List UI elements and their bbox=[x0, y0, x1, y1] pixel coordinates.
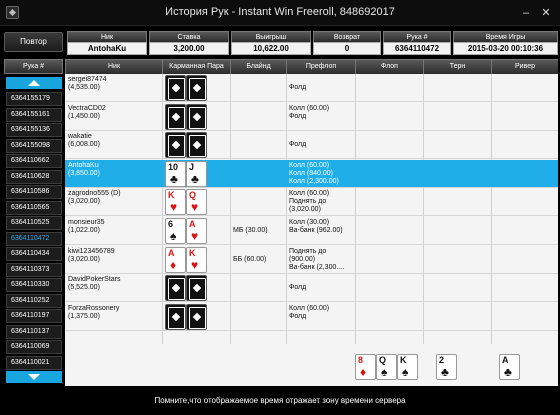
table-row[interactable] bbox=[65, 160, 558, 188]
hand-number-header: Рука # bbox=[4, 59, 63, 74]
scroll-up-button[interactable] bbox=[6, 77, 62, 89]
playing-card bbox=[186, 218, 207, 244]
player-stack: (6,008.00) bbox=[68, 141, 100, 149]
preflop-cell bbox=[286, 217, 355, 245]
hand-list-item[interactable]: 6364110565 bbox=[6, 201, 62, 215]
preflop-action: Колл (30.00) bbox=[289, 219, 330, 226]
hand-list-item[interactable]: 6364155098 bbox=[6, 139, 62, 153]
hole-cards bbox=[165, 132, 207, 158]
blind-cell bbox=[230, 103, 286, 131]
hand-list-item[interactable]: 6364110662 bbox=[6, 154, 62, 168]
summary-0 bbox=[67, 31, 147, 56]
preflop-action: Фолд bbox=[289, 284, 307, 292]
player-name: monsieur35 bbox=[68, 219, 105, 226]
minimize-button[interactable]: – bbox=[522, 7, 530, 19]
preflop-action: Колл (60.00) bbox=[289, 161, 330, 169]
card-suit-icon: ♠ bbox=[381, 365, 388, 379]
preflop-action: (900.00) bbox=[289, 255, 316, 263]
card-back bbox=[165, 275, 186, 301]
card-rank: A bbox=[168, 247, 175, 258]
preflop-action: Колл (840.00) bbox=[289, 169, 334, 177]
table-row[interactable] bbox=[65, 74, 558, 102]
card-rank: K bbox=[400, 355, 407, 365]
hand-list-item[interactable]: 6364155136 bbox=[6, 123, 62, 137]
hand-list-item[interactable]: 6364110330 bbox=[6, 278, 62, 292]
river-card bbox=[499, 354, 520, 380]
player-name: zagrodno555 (D) bbox=[68, 190, 121, 198]
player-name: sergei87474 bbox=[68, 76, 107, 83]
player-cell bbox=[65, 103, 162, 131]
summary-label: Выигрыш bbox=[231, 31, 311, 42]
table-row[interactable] bbox=[65, 303, 558, 331]
player-name: ForzaRossonery bbox=[68, 304, 120, 312]
player-cell bbox=[65, 246, 162, 274]
scroll-down-button[interactable] bbox=[6, 371, 62, 383]
column-header: Ник bbox=[65, 59, 162, 74]
blind-cell bbox=[230, 188, 286, 216]
card-rank: J bbox=[189, 161, 195, 172]
summary-1 bbox=[149, 31, 229, 56]
preflop-action: Фолд bbox=[289, 312, 307, 320]
card-rank: A bbox=[502, 355, 509, 365]
column-header: Префлоп bbox=[286, 59, 355, 74]
preflop-action: Колл (60.00) bbox=[289, 104, 330, 112]
hole-cards bbox=[165, 275, 207, 301]
card-suit-icon: ♠ bbox=[402, 365, 409, 379]
summary-5 bbox=[453, 31, 558, 56]
title-bar bbox=[0, 0, 560, 26]
table-row[interactable] bbox=[65, 103, 558, 131]
player-cell bbox=[65, 74, 162, 102]
summary-value: 3,200.00 bbox=[149, 42, 229, 55]
hand-history-table bbox=[65, 59, 558, 386]
close-button[interactable]: ✕ bbox=[541, 7, 551, 19]
card-back bbox=[186, 75, 207, 101]
card-rank: K bbox=[189, 247, 196, 258]
summary-value: 6364110472 bbox=[383, 42, 451, 55]
table-header bbox=[65, 59, 558, 74]
player-cell bbox=[65, 131, 162, 159]
player-cell bbox=[65, 217, 162, 245]
card-rank: 6 bbox=[168, 219, 174, 229]
blind-cell: МБ (30.00) bbox=[233, 227, 268, 234]
card-suit-icon: ♥ bbox=[191, 257, 199, 272]
playing-card bbox=[165, 189, 186, 215]
window-title: История Рук - Instant Win Freeroll, 848692017 bbox=[165, 6, 395, 18]
summary-value: 0 bbox=[313, 42, 381, 55]
player-stack: (1,450.00) bbox=[68, 112, 100, 120]
column-header: Терн bbox=[423, 59, 491, 74]
playing-card bbox=[186, 247, 207, 273]
player-name: AntohaKu bbox=[68, 161, 99, 169]
table-row[interactable] bbox=[65, 274, 558, 302]
player-stack: (3,020.00) bbox=[68, 198, 100, 206]
preflop-cell bbox=[286, 131, 355, 159]
preflop-action: (3,020.00) bbox=[289, 206, 321, 214]
preflop-cell bbox=[286, 188, 355, 216]
card-rank: Q bbox=[379, 355, 387, 365]
summary-4 bbox=[383, 31, 451, 56]
hole-cards bbox=[165, 189, 207, 215]
summary-label: Ставка bbox=[149, 31, 229, 42]
hand-list-item[interactable]: 6364110137 bbox=[6, 325, 62, 339]
table-row[interactable] bbox=[65, 188, 558, 216]
card-back bbox=[186, 275, 207, 301]
playing-card bbox=[186, 189, 207, 215]
card-suit-icon: ♣ bbox=[441, 365, 449, 379]
blind-cell bbox=[230, 303, 286, 331]
card-back bbox=[186, 132, 207, 158]
summary-2 bbox=[231, 31, 311, 56]
hand-list-item[interactable]: 6364110525 bbox=[6, 216, 62, 230]
blind-cell bbox=[230, 160, 286, 188]
hole-cards bbox=[165, 304, 207, 330]
hand-list-item[interactable]: 6364155161 bbox=[6, 108, 62, 122]
turn-card bbox=[436, 354, 457, 380]
card-suit-icon: ♣ bbox=[170, 171, 178, 186]
column-header: Ривер bbox=[491, 59, 558, 74]
summary-label: Ник bbox=[67, 31, 147, 42]
player-cell bbox=[65, 188, 162, 216]
preflop-cell bbox=[286, 246, 355, 274]
card-rank: 10 bbox=[168, 161, 179, 172]
card-back bbox=[165, 132, 186, 158]
player-stack: (1,022.00) bbox=[68, 227, 100, 234]
hand-list-item[interactable]: 6364110586 bbox=[6, 185, 62, 199]
column-header: Флоп bbox=[355, 59, 423, 74]
hand-summary bbox=[67, 31, 558, 56]
blind-cell bbox=[230, 274, 286, 302]
summary-value: AntohaKu bbox=[67, 42, 147, 55]
card-rank: Q bbox=[189, 190, 197, 201]
hand-list-item[interactable]: 6364110434 bbox=[6, 247, 62, 261]
preflop-cell bbox=[286, 303, 355, 331]
preflop-action: Ва-банк (2,300.... bbox=[289, 263, 345, 271]
player-name: VectraCD02 bbox=[68, 104, 106, 112]
flop-cards bbox=[355, 354, 418, 380]
preflop-action: Фолд bbox=[289, 84, 307, 91]
playing-card bbox=[499, 354, 520, 380]
column-header: Карманная Пара bbox=[162, 59, 230, 74]
playing-card bbox=[165, 161, 186, 187]
playing-card bbox=[165, 218, 186, 244]
hole-cards bbox=[165, 218, 207, 244]
playing-card bbox=[186, 161, 207, 187]
player-stack: (3,020.00) bbox=[68, 255, 100, 263]
hole-cards bbox=[165, 75, 207, 101]
hand-list-item[interactable]: 6364110197 bbox=[6, 309, 62, 323]
card-rank: A bbox=[189, 219, 196, 229]
hand-list-item[interactable]: 6364110069 bbox=[6, 340, 62, 354]
preflop-action: Колл (60.00) bbox=[289, 190, 330, 198]
table-row[interactable] bbox=[65, 131, 558, 159]
summary-value: 10,622.00 bbox=[231, 42, 311, 55]
summary-label: Рука # bbox=[383, 31, 451, 42]
preflop-action: Ва-банк (962.00) bbox=[289, 227, 343, 234]
hole-cards bbox=[165, 161, 207, 187]
table-row[interactable] bbox=[65, 246, 558, 274]
preflop-action: Колл (60.00) bbox=[289, 304, 330, 312]
card-back bbox=[186, 104, 207, 130]
card-suit-icon: ♥ bbox=[191, 200, 199, 215]
hand-list-item[interactable]: 6364110252 bbox=[6, 294, 62, 308]
card-suit-icon: ♥ bbox=[191, 229, 199, 243]
card-back bbox=[165, 75, 186, 101]
preflop-cell bbox=[286, 274, 355, 302]
playing-card bbox=[165, 247, 186, 273]
player-name: wakatie bbox=[68, 133, 92, 141]
card-rank: K bbox=[168, 190, 175, 201]
preflop-cell bbox=[286, 74, 355, 102]
card-rank: 8 bbox=[358, 355, 364, 365]
card-rank: 2 bbox=[439, 355, 445, 365]
card-suit-icon: ♦ bbox=[170, 257, 177, 272]
player-name: DavidPokerStars bbox=[68, 276, 121, 284]
summary-label: Возврат bbox=[313, 31, 381, 42]
card-suit-icon: ♦ bbox=[360, 365, 367, 379]
blind-cell: ББ (60.00) bbox=[233, 255, 267, 263]
table-row[interactable] bbox=[65, 217, 558, 245]
playing-card bbox=[376, 354, 397, 380]
hand-list-item[interactable]: 6364110021 bbox=[6, 356, 62, 370]
timezone-notice: Помните,что отображаемое время отражает зону времени сервера bbox=[154, 396, 406, 405]
replay-button[interactable]: Повтор bbox=[4, 32, 63, 52]
playing-card bbox=[355, 354, 376, 380]
hole-cards bbox=[165, 104, 207, 130]
card-suit-icon: ♣ bbox=[191, 171, 199, 186]
player-stack: (3,850.00) bbox=[68, 169, 100, 177]
card-back bbox=[165, 104, 186, 130]
card-suit-icon: ♣ bbox=[504, 365, 512, 379]
player-cell bbox=[65, 274, 162, 302]
preflop-action: Поднять до bbox=[289, 198, 327, 206]
hand-list-item[interactable]: 6364155179 bbox=[6, 92, 62, 106]
hand-list-item[interactable]: 6364110373 bbox=[6, 263, 62, 277]
blind-cell bbox=[230, 74, 286, 102]
card-back bbox=[186, 304, 207, 330]
summary-label: Время Игры bbox=[453, 31, 558, 42]
summary-3 bbox=[313, 31, 381, 56]
summary-value: 2015-03-20 00:10:36 bbox=[453, 42, 558, 55]
playing-card bbox=[397, 354, 418, 380]
hand-list-item[interactable]: 6364110628 bbox=[6, 170, 62, 184]
playing-card bbox=[436, 354, 457, 380]
preflop-action: Фолд bbox=[289, 112, 307, 120]
preflop-cell bbox=[286, 160, 355, 188]
preflop-action: Колл (2,300.00) bbox=[289, 177, 339, 185]
preflop-action: Поднять до bbox=[289, 247, 327, 255]
card-suit-icon: ♥ bbox=[170, 200, 178, 215]
column-header: Блайнд bbox=[230, 59, 286, 74]
player-stack: (5,525.00) bbox=[68, 284, 100, 292]
preflop-cell bbox=[286, 103, 355, 131]
preflop-action: Фолд bbox=[289, 141, 307, 149]
player-cell bbox=[65, 303, 162, 331]
player-cell bbox=[65, 160, 162, 188]
player-stack: (4,535.00) bbox=[68, 84, 100, 91]
player-stack: (1,375.00) bbox=[68, 312, 100, 320]
blind-cell bbox=[230, 131, 286, 159]
card-back bbox=[165, 304, 186, 330]
hole-cards bbox=[165, 247, 207, 273]
card-suit-icon: ♠ bbox=[170, 229, 177, 243]
hand-list-item[interactable]: 6364110472 bbox=[6, 232, 62, 246]
player-name: kiwi123456789 bbox=[68, 247, 115, 255]
